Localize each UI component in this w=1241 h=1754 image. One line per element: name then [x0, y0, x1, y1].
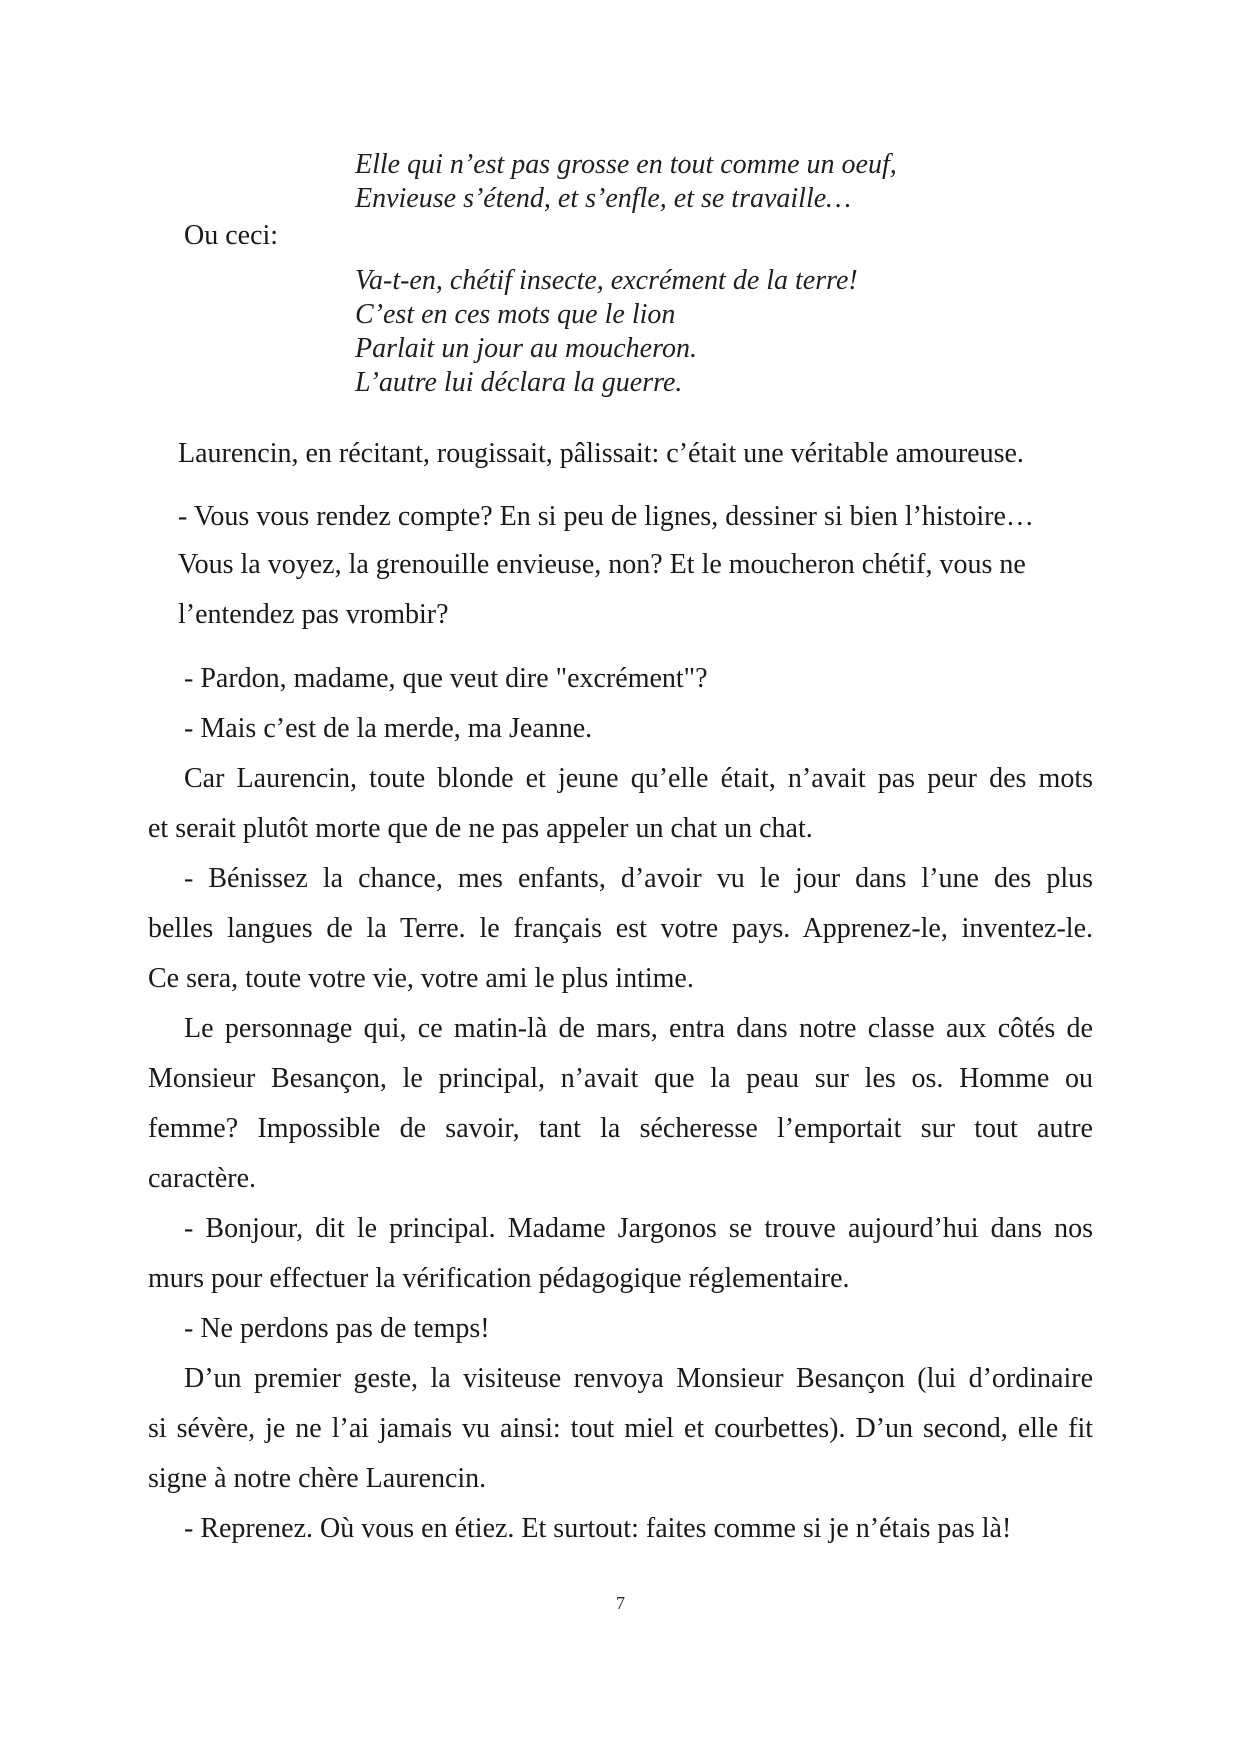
text-line: Laurencin, en récitant, rougissait, pâlissait: c’était une véritable amoureuse.	[178, 438, 1024, 469]
text-line: murs pour effectuer la vérification pédagogique réglementaire.	[148, 1263, 850, 1294]
text-line: femme? Impossible de savoir, tant la sécheresse l’emportait sur tout autre	[148, 1113, 1093, 1144]
text-line: Le personnage qui, ce matin-là de mars, entra dans notre classe aux côtés de	[184, 1013, 1093, 1044]
verse-line: Parlait un jour au moucheron.	[355, 333, 697, 364]
text-line: et serait plutôt morte que de ne pas appeler un chat un chat.	[148, 813, 813, 844]
text-line: D’un premier geste, la visiteuse renvoya Monsieur Besançon (lui d’ordinaire	[184, 1363, 1093, 1394]
text-line: caractère.	[148, 1163, 256, 1194]
verse-line: Envieuse s’étend, et s’enfle, et se travaille…	[355, 183, 852, 214]
verse-intro: Ou ceci:	[184, 220, 279, 251]
verse-stanza-2	[355, 264, 858, 400]
text-line: - Pardon, madame, que veut dire "excrément"?	[184, 663, 708, 694]
text-line: signe à notre chère Laurencin.	[148, 1463, 487, 1494]
verse-line: Va-t-en, chétif insecte, excrément de la terre!	[355, 265, 858, 296]
text-line: - Reprenez. Où vous en étiez. Et surtout: faites comme si je n’étais pas là!	[184, 1513, 1012, 1544]
text-line: - Ne perdons pas de temps!	[184, 1313, 490, 1344]
text-line: si sévère, je ne l’ai jamais vu ainsi: tout miel et courbettes). D’un second, elle fit	[148, 1413, 1093, 1444]
text-line: - Bonjour, dit le principal. Madame Jargonos se trouve aujourd’hui dans nos	[184, 1213, 1093, 1244]
verse-line: Elle qui n’est pas grosse en tout comme un oeuf,	[355, 149, 897, 180]
page-number: 7	[616, 1593, 625, 1613]
verse-line: L’autre lui déclara la guerre.	[355, 367, 683, 398]
text-line: - Vous vous rendez compte? En si peu de lignes, dessiner si bien l’histoire…	[178, 501, 1034, 532]
text-line: Vous la voyez, la grenouille envieuse, non? Et le moucheron chétif, vous ne	[178, 549, 1026, 580]
text-line: - Mais c’est de la merde, ma Jeanne.	[184, 713, 593, 744]
verse-line: C’est en ces mots que le lion	[355, 299, 676, 330]
text-line: belles langues de la Terre. le français est votre pays. Apprenez-le, inventez-le.	[148, 913, 1093, 944]
verse-stanza-1	[355, 148, 897, 216]
text-line: Ce sera, toute votre vie, votre ami le plus intime.	[148, 963, 694, 994]
text-line: Monsieur Besançon, le principal, n’avait que la peau sur les os. Homme ou	[148, 1063, 1093, 1094]
text-line: l’entendez pas vrombir?	[178, 599, 449, 630]
text-line: - Bénissez la chance, mes enfants, d’avoir vu le jour dans l’une des plus	[184, 863, 1093, 894]
text-line: Car Laurencin, toute blonde et jeune qu’elle était, n’avait pas peur des mots	[184, 763, 1093, 794]
